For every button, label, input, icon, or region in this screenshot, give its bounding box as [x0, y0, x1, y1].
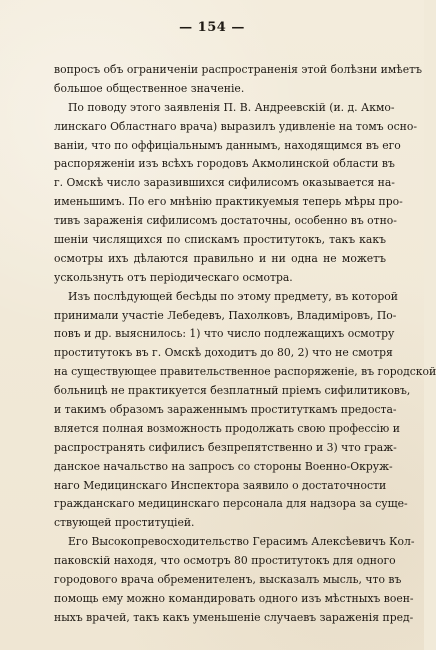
text-line: вопросъ объ ограниченіи распространенія этой болѣзни имѣетъ — [54, 63, 422, 76]
text-line: г. Омскѣ число заразившихся сифилисомъ оказывается на- — [54, 176, 395, 190]
text-line: проститутокъ въ г. Омскѣ доходитъ до 80, 2) что не смотря — [54, 346, 393, 360]
page-number: — 154 — — [179, 20, 245, 35]
text-line: распоряженіи изъ всѣхъ городовъ Акмолинской области въ — [54, 157, 395, 171]
text-line: большое общественное значеніе. — [54, 81, 245, 95]
text-line: и такимъ образомъ зараженнымъ проституткамъ предоста- — [54, 403, 397, 417]
text-line: линскаго Областнаго врача) выразилъ удивленіе на томъ осно- — [54, 119, 417, 133]
text-line: ваніи, что по оффиціальнымъ даннымъ, находящимся въ его — [54, 138, 401, 152]
text-line: данское начальство на запросъ со стороны Военно-Окруж- — [54, 459, 393, 473]
text-line: По поводу этого заявленія П. В. Андреевскій (и. д. Акмо- — [68, 100, 395, 114]
paragraph — [54, 533, 415, 627]
text-line: тивъ зараженія сифилисомъ достаточны, особенно въ отно- — [54, 214, 397, 228]
text-line: помощь ему можно командировать одного изъ мѣстныхъ воен- — [54, 591, 414, 605]
text-line: повъ и др. выяснилось: 1) что число подлежащихъ осмотру — [54, 327, 395, 341]
text-line: наго Медицинскаго Инспектора заявило о достаточности — [54, 478, 387, 492]
text-line: Изъ послѣдующей бесѣды по этому предмету, въ которой — [68, 289, 398, 303]
paragraph — [54, 99, 417, 288]
text-line: ныхъ врачей, такъ какъ уменьшеніе случаевъ зараженія пред- — [54, 610, 414, 624]
text-line: паковскій находя, что осмотръ 80 проститутокъ для одного — [54, 554, 396, 568]
text-line: городового врача обременителенъ, высказалъ мысль, что въ — [54, 573, 402, 587]
paragraph — [54, 288, 436, 534]
text-line: шеніи числящихся по спискамъ проститутокъ, такъ какъ — [54, 233, 386, 247]
text-line: принимали участіе Лебедевъ, Пахолковъ, Владиміровъ, По- — [54, 308, 397, 322]
page-number-header — [0, 20, 424, 35]
text-line: распространять сифилисъ безпрепятственно и 3) что граж- — [54, 440, 397, 454]
main-text-block — [54, 61, 436, 628]
text-line: вляется полная возможность продолжать свою профессію и — [54, 421, 400, 435]
text-line: ускользнуть отъ періодическаго осмотра. — [54, 270, 293, 284]
text-line: осмотры ихъ дѣлаются правильно и ни одна не можетъ — [54, 251, 386, 265]
paragraph — [54, 61, 422, 99]
text-line: гражданскаго медицинскаго персонала для надзора за суще- — [54, 497, 408, 511]
text-line: больницѣ не практикуется безплатный пріемъ сифилитиковъ, — [54, 384, 411, 398]
text-line: именьшимъ. По его мнѣнію практикуемыя теперь мѣры про- — [54, 195, 403, 209]
text-line: Его Высокопревосходительство Герасимъ Алексѣевичъ Кол- — [68, 535, 415, 549]
text-line: на существующее правительственное распоряженіе, въ городской — [54, 365, 436, 379]
text-line: ствующей проституціей. — [54, 516, 195, 530]
